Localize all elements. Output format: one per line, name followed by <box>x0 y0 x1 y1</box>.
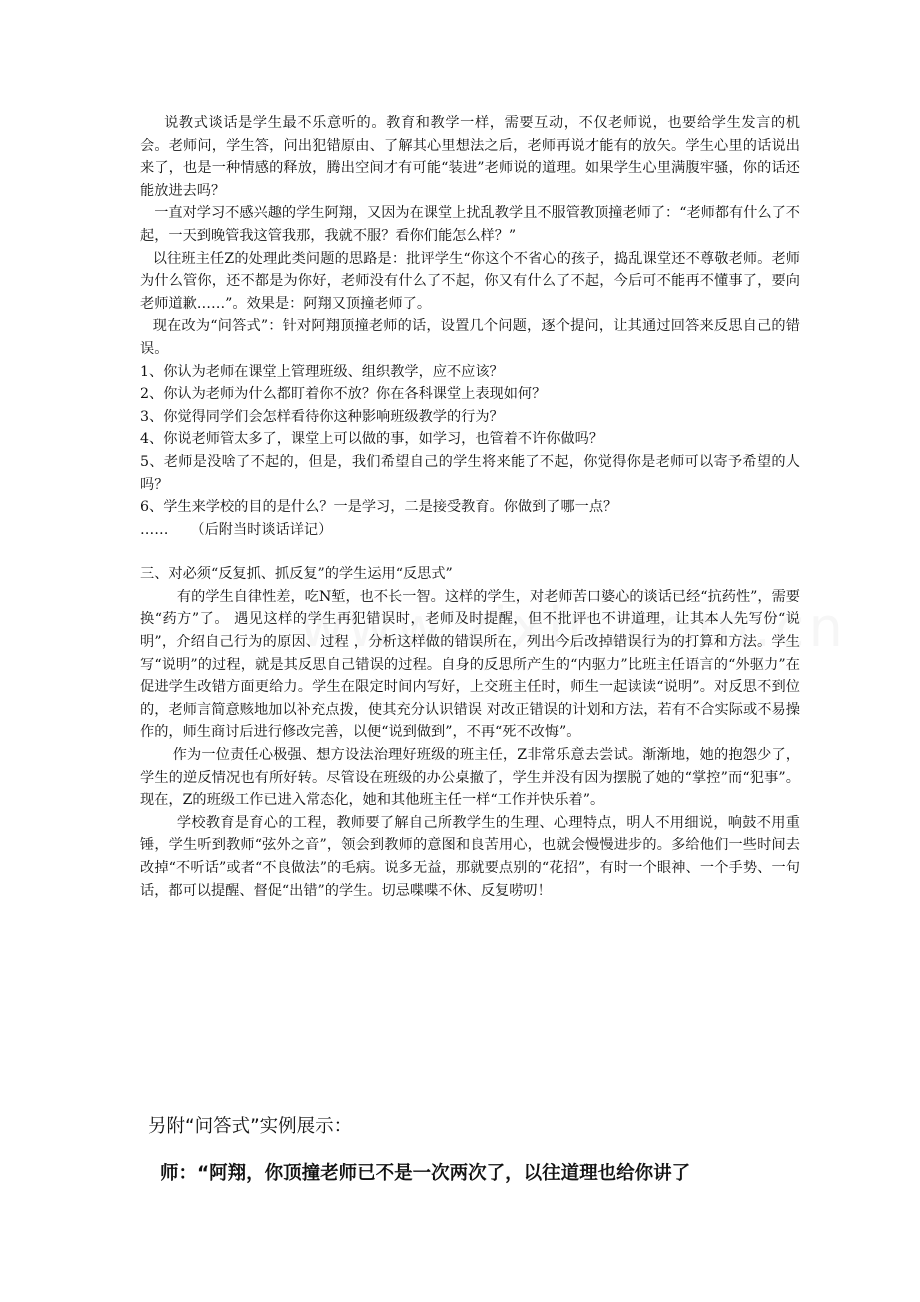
ellipsis: …… <box>140 521 169 538</box>
paragraph-student-axiang: 一直对学习不感兴趣的学生阿翔，又因为在课堂上扰乱教学且不服管教顶撞老师了：“老师都有什么了不起，一天到晚管我这管我那，我就不服？看你们能怎么样？” <box>140 205 800 244</box>
paragraph-previous-approach: 以往班主任Z的处理此类问题的思路是：批评学生“你这个不省心的孩子，捣乱课堂还不尊敬老师。老师为什么管你，还不都是为你好，老师没有什么了不起，你又有什么了不起，今后可不能再不懂事了，要向老师道歉……”。效果是：阿翔又顶撞老师了。 <box>140 250 800 312</box>
appendix-note: （后附当时谈话详记） <box>190 521 333 538</box>
paragraph-lecture-style: 说教式谈话是学生最不乐意听的。教育和教学一样，需要互动，不仅老师说，也要给学生发言的机会。老师问，学生答，问出犯错原由、了解其心里想法之后，老师再说才能有的放矢。学生心里的话说出来了，也是一种情感的释放，腾出空间才有可能“装进”老师说的道理。如果学生心里满腹牢骚，你的话还能放进去吗？ <box>140 115 800 199</box>
question-item: 5、老师是没啥了不起的，但是，我们希望自己的学生将来能了不起，你觉得你是老师可以寄予希望的人吗？ <box>140 453 800 493</box>
question-item: 4、你说老师管太多了，课堂上可以做的事，如学习，也管着不许你做吗？ <box>140 431 604 448</box>
paragraph-qa-method: 现在改为“问答式”：针对阿翔顶撞老师的话，设置几个问题，逐个提问，让其通过回答来反思自己的错误。 <box>140 318 800 357</box>
spacer <box>140 541 800 563</box>
paragraph-conclusion: 学校教育是育心的工程，教师要了解自己所教学生的生理、心理特点，明人不用细说，响鼓不用重锤，学生听到教师“弦外之音”，领会到教师的意图和良苦用心，也就会慢慢进步的。多给他们一些时间去改掉“不听话”或者“不良做法”的毛病。说多无益，那就要点别的“花招”，有时一个眼神、一个手势、一句话，都可以提醒、督促“出错”的学生。切忌喋喋不休、反复唠叨！ <box>140 814 800 899</box>
question-item: 1、你认为老师在课堂上管理班级、组织教学，应不应该？ <box>140 363 504 380</box>
question-item: 6、学生来学校的目的是什么？一是学习，二是接受教育。你做到了哪一点？ <box>140 499 618 516</box>
appendix-note-line <box>140 519 800 542</box>
section-heading: 三、对必须“反复抓、抓反复”的学生运用“反思式” <box>140 566 453 583</box>
appendix-dialog-line: 师：“阿翔，你顶撞老师已不是一次两次了，以往道理也给你讲了 <box>160 1163 691 1184</box>
appendix-title: 另附“问答式”实例展示： <box>148 1116 353 1137</box>
question-item: 2、你认为老师为什么都盯着你不放？你在各科课堂上表现如何？ <box>140 386 547 403</box>
document-body <box>140 112 800 902</box>
paragraph-teacher-z: 作为一位责任心极强、想方设法治理好班级的班主任，Z非常乐意去尝试。渐渐地，她的抱怨少了，学生的逆反情况也有所好转。尽管设在班级的办公桌撤了，学生并没有因为摆脱了她的“掌控”而“犯事”。现在，Z的班级工作已进入常态化，她和其他班主任一样“工作并快乐着”。 <box>140 747 800 809</box>
question-item: 3、你觉得同学们会怎样看待你这种影响班级教学的行为？ <box>140 408 504 425</box>
paragraph-reflection-method: 有的学生自律性差，吃N堑，也不长一智。这样的学生，对老师苦口婆心的谈话已经“抗药性”，需要换“药方”了。 遇见这样的学生再犯错误时，老师及时提醒，但不批评也不讲道理，让其本人先写份“说明”，介绍自己行为的原因、过程 ，分析这样做的错误所在，列出今后改掉错误行为的打算和方法。学生写“说明”的过程，就是其反思自己错误的过程。自身的反思所产生的“内驱力”比班主任语言的“外驱力”在促进学生改错方面更给力。学生在限定时间内写好，上交班主任时，师生一起读读“说明”。对反思不到位的，老师言简意赅地加以补充点拨，使其充分认识错误 对改正错误的计划和方法，若有不合实际或不易操作的，师生商讨后进行修改完善，以便“说到做到”，不再“死不改悔”。 <box>140 588 800 741</box>
